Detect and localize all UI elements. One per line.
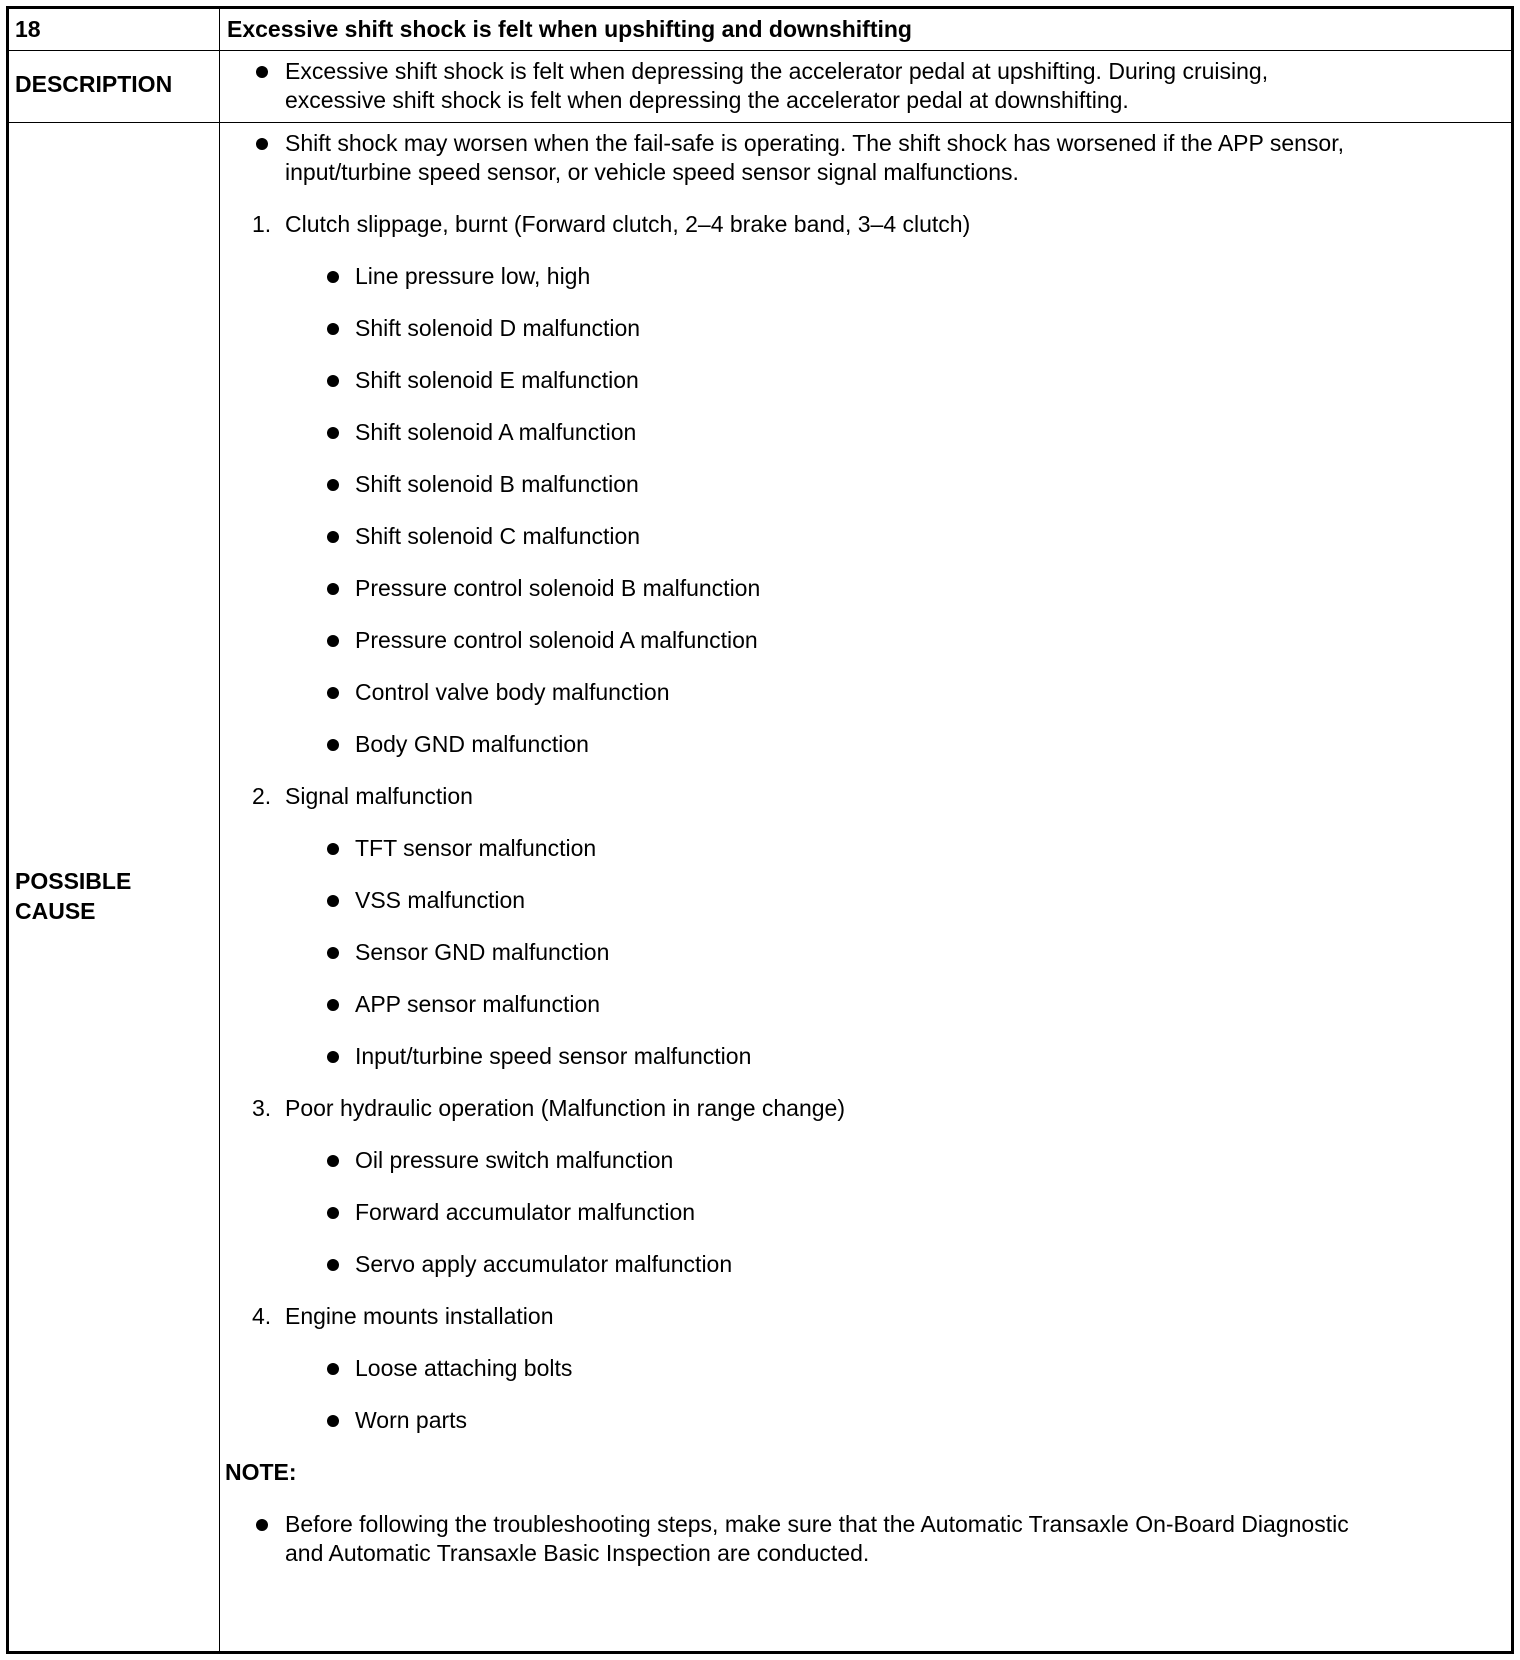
cause-item: Servo apply accumulator malfunction: [355, 1251, 733, 1277]
bullet-icon: [327, 375, 339, 387]
cause-item: VSS malfunction: [355, 887, 526, 913]
cause-item: Worn parts: [355, 1407, 468, 1433]
cause-item: Line pressure low, high: [355, 263, 591, 289]
note-heading: NOTE:: [225, 1459, 297, 1485]
note-line: and Automatic Transaxle Basic Inspection are conducted.: [285, 1540, 870, 1566]
note-line: Before following the troubleshooting steps, make sure that the Automatic Transaxle On-Board Diagnostic: [285, 1511, 1349, 1537]
possible-cause-row: [9, 123, 1511, 1651]
bullet-icon: [327, 479, 339, 491]
cause-item: Oil pressure switch malfunction: [355, 1147, 674, 1173]
bullet-icon: [327, 947, 339, 959]
bullet-icon: [256, 138, 268, 150]
bullet-icon: [327, 271, 339, 283]
description-line: Excessive shift shock is felt when depressing the accelerator pedal at upshifting. During cruising,: [285, 58, 1269, 84]
cause-item: APP sensor malfunction: [355, 991, 601, 1017]
bullet-icon: [327, 531, 339, 543]
bullet-icon: [327, 1155, 339, 1167]
cause-group-number: 4.: [252, 1303, 272, 1329]
cause-item: Forward accumulator malfunction: [355, 1199, 696, 1225]
bullet-icon: [327, 1051, 339, 1063]
column-divider: [219, 51, 220, 122]
description-row: [9, 51, 1511, 123]
column-divider: [219, 9, 220, 50]
cause-item: Shift solenoid C malfunction: [355, 523, 641, 549]
cause-item: Control valve body malfunction: [355, 679, 670, 705]
cause-item: Shift solenoid E malfunction: [355, 367, 639, 393]
symptom-number: 18: [15, 16, 41, 42]
bullet-icon: [327, 1207, 339, 1219]
cause-item: Body GND malfunction: [355, 731, 589, 757]
intro-line: input/turbine speed sensor, or vehicle speed sensor signal malfunctions.: [285, 159, 1019, 185]
cause-item: Pressure control solenoid B malfunction: [355, 575, 761, 601]
description-line: excessive shift shock is felt when depressing the accelerator pedal at downshifting.: [285, 87, 1129, 113]
cause-item: Shift solenoid A malfunction: [355, 419, 637, 445]
bullet-icon: [327, 687, 339, 699]
bullet-icon: [327, 1259, 339, 1271]
cause-group-number: 1.: [252, 211, 272, 237]
bullet-icon: [327, 583, 339, 595]
cause-group-title: Clutch slippage, burnt (Forward clutch, 2–4 brake band, 3–4 clutch): [285, 211, 971, 237]
cause-group-title: Signal malfunction: [285, 783, 473, 809]
cause-item: TFT sensor malfunction: [355, 835, 597, 861]
bullet-icon: [327, 323, 339, 335]
possible-cause-label: [15, 866, 131, 926]
cause-item: Shift solenoid D malfunction: [355, 315, 641, 341]
intro-line: Shift shock may worsen when the fail-safe is operating. The shift shock has worsened if the APP sensor,: [285, 130, 1344, 156]
bullet-icon: [327, 843, 339, 855]
bullet-icon: [327, 739, 339, 751]
bullet-icon: [327, 895, 339, 907]
cause-item: Pressure control solenoid A malfunction: [355, 627, 758, 653]
cause-group-title: Poor hydraulic operation (Malfunction in range change): [285, 1095, 845, 1121]
bullet-icon: [256, 1519, 268, 1531]
possible-cause-label-line2: CAUSE: [15, 898, 96, 924]
column-divider: [219, 123, 220, 1651]
symptom-title: Excessive shift shock is felt when upshifting and downshifting: [227, 16, 912, 42]
bullet-icon: [327, 1415, 339, 1427]
bullet-icon: [327, 635, 339, 647]
description-label: DESCRIPTION: [15, 71, 173, 97]
cause-item: Loose attaching bolts: [355, 1355, 573, 1381]
bullet-icon: [327, 1363, 339, 1375]
header-row: [9, 9, 1511, 51]
cause-item: Input/turbine speed sensor malfunction: [355, 1043, 752, 1069]
cause-group-number: 2.: [252, 783, 272, 809]
bullet-icon: [256, 66, 268, 78]
cause-item: Sensor GND malfunction: [355, 939, 610, 965]
cause-group-title: Engine mounts installation: [285, 1303, 554, 1329]
troubleshooting-table: [6, 6, 1514, 1654]
possible-cause-label-line1: POSSIBLE: [15, 868, 132, 894]
bullet-icon: [327, 999, 339, 1011]
bullet-icon: [327, 427, 339, 439]
cause-group-number: 3.: [252, 1095, 272, 1121]
cause-item: Shift solenoid B malfunction: [355, 471, 639, 497]
